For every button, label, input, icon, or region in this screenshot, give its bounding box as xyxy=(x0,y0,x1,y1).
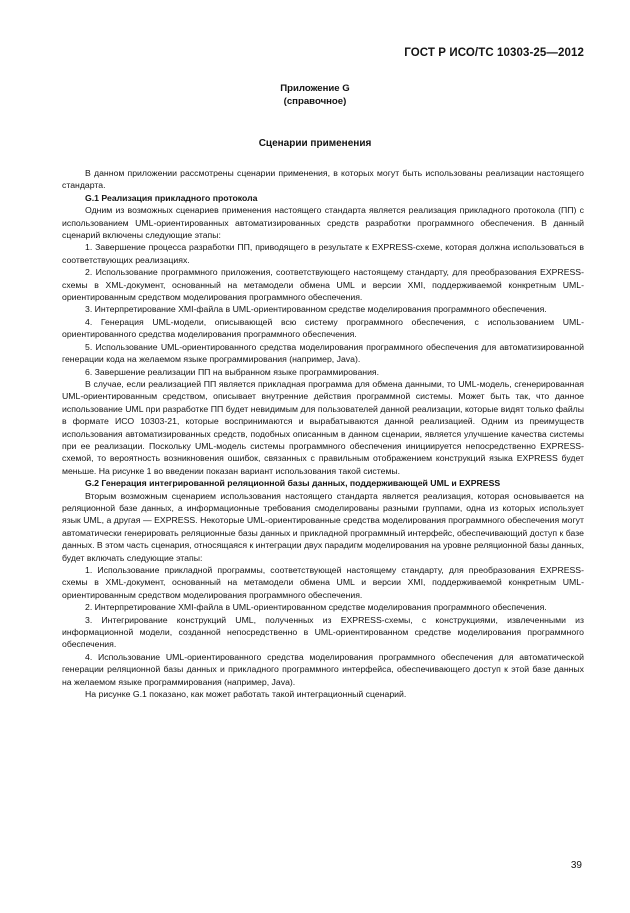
page-number: 39 xyxy=(570,860,582,871)
document-code-header: ГОСТ Р ИСО/ТС 10303-25—2012 xyxy=(404,47,584,59)
list-item: 3. Интегрирование конструкций UML, полученных из EXPRESS-схемы, с конструкциями, извлеченными из информационной модели, созданной непосредственно в UML-ориентированном средстве моделирования программного обеспечения. xyxy=(62,614,584,650)
body-paragraph: Вторым возможным сценарием использования настоящего стандарта является реализация, которая основывается на реляционной базе данных, а информационные требования смоделированы разными группами, одна из которых использует язык UML, а другая — EXPRESS. Некоторые UML-ориентированные средства моделирования программного обеспечения могут автоматически генерировать реляционные базы данных и прикладной программный интерфейс, обеспечивающий доступ к базе данных. В этом часть сценария, относящаяся к интеграции двух парадигм моделирования на уровне реляционной базы данных, будет включать следующие этапы: xyxy=(62,490,584,563)
body-paragraph: На рисунке G.1 показано, как может работать такой интеграционный сценарий. xyxy=(85,689,407,700)
intro-paragraph: В данном приложении рассмотрены сценарии применения, в которых могут быть использованы реализации настоящего стандарта. xyxy=(62,168,584,191)
annex-kind: (справочное) xyxy=(283,96,347,107)
list-item: 1. Завершение процесса разработки ПП, приводящего в результате к EXPRESS-схеме, которая должна использоваться в соответствующих реализациях. xyxy=(62,242,584,265)
list-item: 6. Завершение реализации ПП на выбранном языке программирования. xyxy=(85,366,380,377)
annex-title: Приложение G xyxy=(280,83,350,94)
body-paragraph: Одним из возможных сценариев применения настоящего стандарта является реализация прикладного протокола (ПП) с использованием UML-ориентированных автоматизированных средств разработки программного обеспечения. В данный сценарий включены следующие этапы: xyxy=(62,205,584,241)
list-item: 1. Использование прикладной программы, соответствующей настоящему стандарту, для преобразования EXPRESS-схемы в XML-документ, основанный на метамодели обмена UML и версии XMI, поддерживаемой конкретным UML-ориентированным средством моделирования программного обеспечения. xyxy=(62,565,584,600)
list-item: 5. Использование UML-ориентированного средства моделирования программного обеспечения для автоматизированной генерации кода на желаемом языке программирования (например, Java). xyxy=(62,341,584,365)
body-paragraph: В случае, если реализацией ПП является прикладная программа для обмена данными, то UML-модель, сгенерированная UML-ориентированным средством, описывает внутренние действия программной системы. Может быть так, что данное использование UML при разработке ПП будет невидимым для пользователей данной реализации, которые видят только файлы в формате ИСО 10303-21, которые воспринимаются и вырабатываются данной реализацией. Одним из преимуществ использования автоматизированных средств, подобных описанным в данном сценарии, является улучшение качества системы при ее реализации. Поскольку UML-модель системы программного обеспечения инициируется непосредственно EXPRESS-схемой, то вероятность возникновения ошибок, связанных с правильным отображением конструкций языка EXPRESS будет меньше. На рисунке 1 во введении показан вариант использования такой системы. xyxy=(62,378,584,476)
list-item: 4. Генерация UML-модели, описывающей всю систему программного обеспечения, с использованием UML-ориентированного средства моделирования программного обеспечения. xyxy=(62,316,584,340)
list-item: 3. Интерпретирование XMI-файла в UML-ориентированном средстве моделирования программного обеспечения. xyxy=(85,304,547,315)
annex-heading xyxy=(0,82,630,108)
document-body xyxy=(62,167,584,700)
subsection-heading-g1: G.1 Реализация прикладного протокола xyxy=(85,192,258,203)
list-item: 2. Использование программного приложения, соответствующего настоящему стандарту, для преобразования EXPRESS-схемы в XML-документ, основанный на метамодели обмена UML и версии XMI, поддерживаемой конкретным UML-ориентированным средством моделирования программного обеспечения. xyxy=(62,267,584,303)
list-item: 4. Использование UML-ориентированного средства моделирования программного обеспечения для автоматической генерации реляционной базы данных и прикладного программного интерфейса, обеспечивающего доступ к этой базе данных на желаемом языке программирования (например, Java). xyxy=(62,651,584,687)
list-item: 2. Интерпретирование XMI-файла в UML-ориентированном средстве моделирования программного обеспечения. xyxy=(85,602,547,613)
section-title: Сценарии применения xyxy=(258,138,372,149)
subsection-heading-g2: G.2 Генерация интегрированной реляционной базы данных, поддерживающей UML и EXPRESS xyxy=(85,478,501,489)
